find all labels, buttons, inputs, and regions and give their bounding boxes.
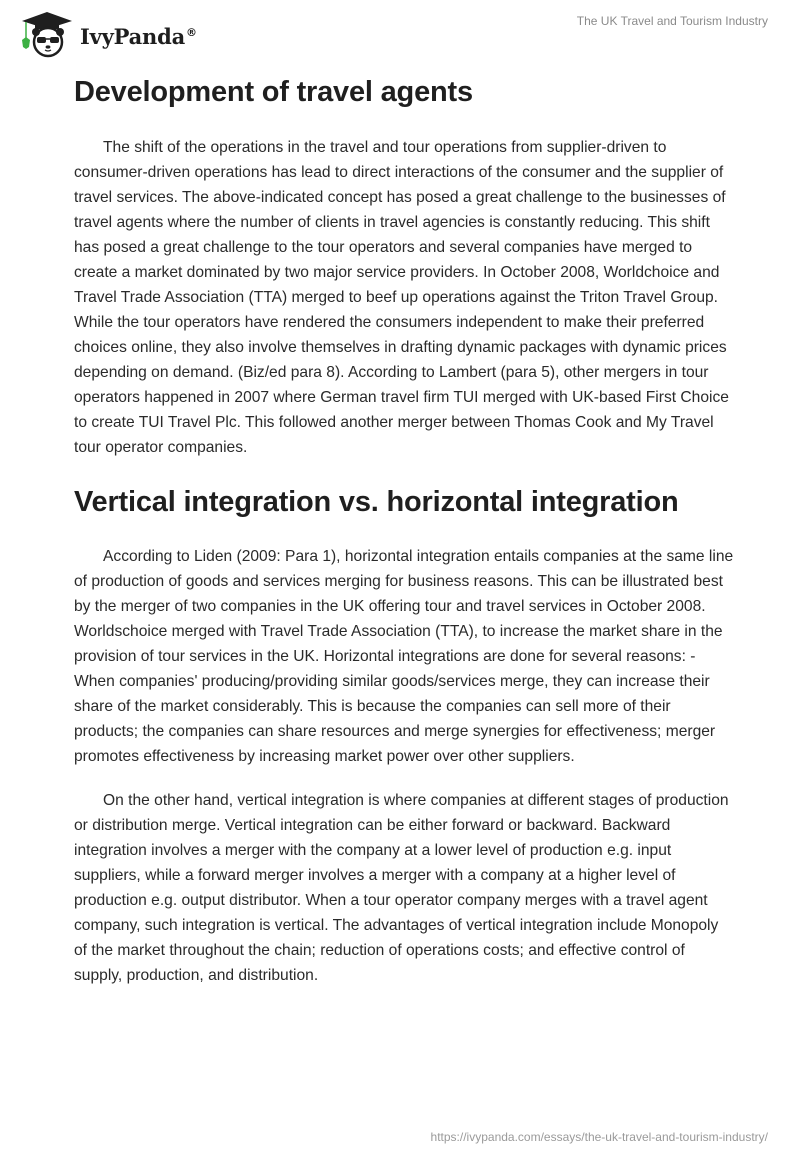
article-body (74, 72, 734, 988)
paragraph: The shift of the operations in the travel and tour operations from supplier-driven to consumer-driven operations has lead to direct interactions of the consumer and the supplier of travel services. The above-indicated concept has posed a great challenge to the businesses of travel agents where the number of clients in travel agencies is constantly reducing. This shift has posed a great challenge to the tour operators and several companies have merged to create a market dominated by two major service providers. In October 2008, Worldchoice and Travel Trade Association (TTA) merged to beef up operations against the Triton Travel Group. While the tour operators have rendered the consumers independent to make their preferred choices online, they also involve themselves in drafting dynamic packages with dynamic prices depending on demand. (Biz/ed para 8). According to Lambert (para 5), other mergers in tour operators happened in 2007 where German travel firm TUI merged with UK-based First Choice to create TUI Travel Plc. This followed another merger between Thomas Cook and My Travel tour operator companies. (74, 139, 729, 456)
section-heading-travel-agents: Development of travel agents (74, 76, 473, 108)
document-title: The UK Travel and Tourism Industry (576, 14, 768, 28)
brand-logo[interactable] (18, 10, 197, 58)
panda-graduate-icon (18, 10, 76, 58)
brand-name-text: IvyPanda (80, 23, 186, 49)
section-heading-integration: Vertical integration vs. horizontal integration (74, 486, 679, 518)
brand-name (80, 24, 197, 49)
paragraph: According to Liden (2009: Para 1), horizontal integration entails companies at the same line of production of goods and services merging for business reasons. This can be illustrated best by the merger of two companies in the UK offering tour and travel services in October 2008. Worldschoice merged with Travel Trade Association (TTA), to increase the market share in the provision of tour services in the UK. Horizontal integrations are done for several reasons: - When companies' producing/providing similar goods/services merge, they can increase their share of the market considerably. This is because the companies can sell more of their products; the companies can share resources and merge synergies for effectiveness; merger promotes effectiveness by increasing market power over other suppliers. (74, 548, 734, 765)
source-url[interactable]: https://ivypanda.com/essays/the-uk-travel-and-tourism-industry/ (430, 1130, 768, 1144)
paragraph: On the other hand, vertical integration is where companies at different stages of production or distribution merge. Vertical integration can be either forward or backward. Backward integration involves a merger with the company at a lower level of production e.g. input suppliers, while a forward merger involves a merger with a company at a higher level of production e.g. output distributor. When a tour operator company merges with a travel agent company, such integration is vertical. The advantages of vertical integration include Monopoly of the market throughout the chain; reduction of operations costs; and effective control of supply, production, and distribution. (74, 792, 729, 984)
registered-mark: ® (186, 25, 197, 39)
page-header (0, 0, 800, 64)
